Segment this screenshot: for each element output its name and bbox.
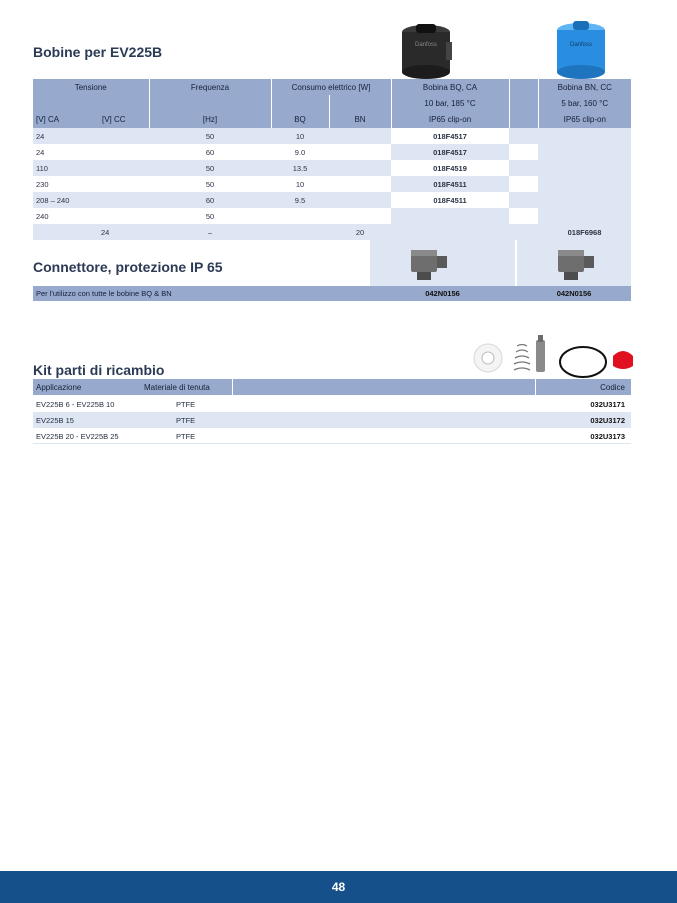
- cell-code-bq: 018F4511: [391, 176, 509, 192]
- cell-vca: 208 – 240: [33, 192, 99, 208]
- kit-cell-application: EV225B 20 - EV225B 25: [36, 432, 119, 441]
- table-row: [33, 224, 631, 240]
- cell-vcc: [99, 160, 149, 176]
- table-row: [33, 160, 631, 176]
- connector-code-bq: 042N0156: [425, 289, 460, 298]
- header-hz: [Hz]: [149, 111, 271, 128]
- header-bq-line3: IP65 clip-on: [391, 111, 509, 128]
- cell-code-bn: [538, 208, 631, 224]
- cell-hz: 50: [149, 160, 271, 176]
- cell-bq: 10: [271, 176, 329, 192]
- cell-vcc: [99, 144, 149, 160]
- kit-cell-material: PTFE: [176, 400, 196, 409]
- kit-cell-code: 032U3173: [590, 432, 625, 441]
- cell-bq: 9.5: [271, 192, 329, 208]
- cell-vca: [33, 224, 99, 240]
- cell-vcc: [99, 128, 149, 144]
- cell-bn: [329, 160, 391, 176]
- cell-hz: 60: [149, 192, 271, 208]
- table-row: [33, 428, 631, 444]
- page-footer: [0, 871, 677, 903]
- cell-hz: 50: [149, 208, 271, 224]
- header-bn-line3: IP65 clip-on: [538, 111, 631, 128]
- cell-bn: [329, 144, 391, 160]
- kit-header-code: Codice: [600, 383, 625, 392]
- kit-cell-application: EV225B 6 - EV225B 10: [36, 400, 115, 409]
- header-bn-line2: 5 bar, 160 °C: [538, 95, 631, 111]
- coils-section-title: Bobine per EV225B: [33, 44, 163, 60]
- cell-code-bn: [538, 144, 631, 160]
- cell-bn: [329, 128, 391, 144]
- table-row: [33, 128, 631, 144]
- connector-row: [33, 286, 631, 301]
- kit-cell-material: PTFE: [176, 432, 196, 441]
- cell-bq: 9.0: [271, 144, 329, 160]
- connector-bq-icon: [408, 246, 452, 284]
- cell-vca: 240: [33, 208, 99, 224]
- spare-parts-image: [462, 334, 634, 380]
- cell-bn: 20: [329, 224, 391, 240]
- cell-code-bq: [391, 224, 509, 240]
- table-row: [33, 396, 631, 413]
- cell-code-bq: 018F4517: [391, 128, 509, 144]
- cell-code-bn: 018F6968: [538, 224, 631, 240]
- cell-code-bq: 018F4511: [391, 192, 509, 208]
- header-bq-line1: Bobina BQ, CA: [391, 79, 509, 95]
- header-bq: BQ: [271, 111, 329, 128]
- cell-vcc: [99, 208, 149, 224]
- coils-header-row-1: [33, 79, 631, 95]
- cell-bn: [329, 176, 391, 192]
- cell-hz: –: [149, 224, 271, 240]
- cell-code-bn: [538, 192, 631, 208]
- header-bn: BN: [329, 111, 391, 128]
- cell-vcc: [99, 176, 149, 192]
- cell-bq: [271, 208, 329, 224]
- cell-code-bq: 018F4517: [391, 144, 509, 160]
- kit-header-material: Materiale di tenuta: [144, 383, 210, 392]
- kit-header-application: Applicazione: [36, 383, 82, 392]
- cell-bq: 10: [271, 128, 329, 144]
- cell-bn: [329, 208, 391, 224]
- kit-section-title: Kit parti di ricambio: [33, 362, 165, 378]
- table-row: [33, 176, 631, 192]
- coils-table: [33, 79, 631, 240]
- cell-vcc: 24: [99, 224, 149, 240]
- cell-vca: 24: [33, 144, 99, 160]
- cell-hz: 50: [149, 176, 271, 192]
- coils-header-row-2: [33, 95, 631, 111]
- cell-bq: 13.5: [271, 160, 329, 176]
- cell-bq: [271, 224, 329, 240]
- header-bq-line2: 10 bar, 185 °C: [391, 95, 509, 111]
- table-row: [33, 412, 631, 428]
- header-v-cc: [V] CC: [99, 111, 149, 128]
- header-frequenza: Frequenza: [149, 79, 271, 95]
- bq-coil-image: [398, 22, 454, 80]
- cell-code-bq: [391, 208, 509, 224]
- coils-header-row-3: [33, 111, 631, 128]
- table-row: [33, 192, 631, 208]
- cell-vca: 24: [33, 128, 99, 144]
- table-row: [33, 144, 631, 160]
- cell-vca: 110: [33, 160, 99, 176]
- kit-cell-material: PTFE: [176, 416, 196, 425]
- cell-code-bn: [538, 128, 631, 144]
- cell-code-bn: [538, 176, 631, 192]
- page-number: 48: [331, 880, 346, 894]
- connector-note: Per l'utilizzo con tutte le bobine BQ & BN: [36, 289, 172, 298]
- kit-cell-code: 032U3172: [590, 416, 625, 425]
- header-bn-line1: Bobina BN, CC: [538, 79, 631, 95]
- cell-vca: 230: [33, 176, 99, 192]
- header-v-ca: [V] CA: [33, 111, 99, 128]
- table-row: [33, 208, 631, 224]
- cell-vcc: [99, 192, 149, 208]
- cell-hz: 60: [149, 144, 271, 160]
- connector-code-bn: 042N0156: [556, 289, 592, 298]
- header-tensione: Tensione: [33, 79, 149, 95]
- header-consumo: Consumo elettrico [W]: [271, 79, 391, 95]
- cell-code-bn: [538, 160, 631, 176]
- connector-bn-icon: [555, 246, 599, 284]
- kit-header-row: [33, 379, 631, 395]
- kit-cell-application: EV225B 15: [36, 416, 74, 425]
- bn-coil-brand-text: Danfoss: [569, 42, 593, 48]
- kit-cell-code: 032U3171: [590, 400, 625, 409]
- connector-section-title: Connettore, protezione IP 65: [33, 259, 223, 275]
- bq-coil-brand-text: Danfoss: [414, 42, 438, 48]
- bn-coil-image: [553, 20, 609, 80]
- cell-code-bq: 018F4519: [391, 160, 509, 176]
- cell-hz: 50: [149, 128, 271, 144]
- cell-bn: [329, 192, 391, 208]
